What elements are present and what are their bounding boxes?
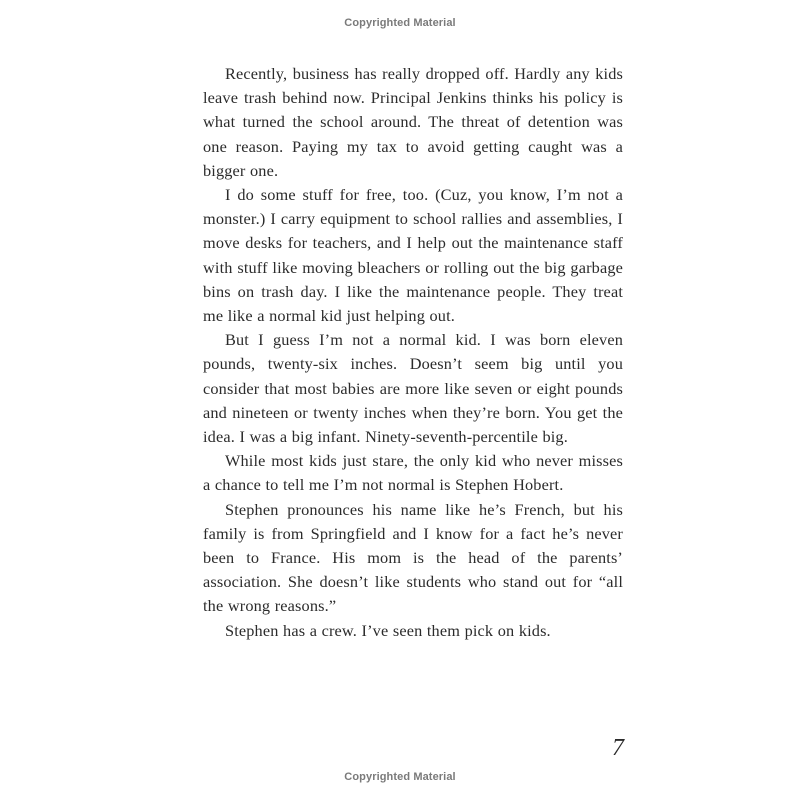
- page-number: 7: [612, 735, 624, 761]
- copyright-watermark-top: Copyrighted Material: [344, 17, 456, 29]
- paragraph: While most kids just stare, the only kid who never misses a chance to tell me I’m not normal is Stephen Hobert.: [203, 451, 623, 495]
- paragraph: Recently, business has really dropped off. Hardly any kids leave trash behind now. Principal Jenkins thinks his policy is what turned the school around. The threat of detention was one reason. Paying my tax to avoid getting caught was a bigger one.: [203, 64, 623, 180]
- copyright-watermark-bottom: Copyrighted Material: [344, 771, 456, 783]
- paragraph: Stephen pronounces his name like he’s French, but his family is from Springfield and I know for a fact he’s never been to France. His mom is the head of the parents’ association. She doesn’t like students who stand out for “all the wrong reasons.”: [203, 499, 623, 616]
- paragraph: Stephen has a crew. I’ve seen them pick on kids.: [225, 620, 551, 640]
- book-page-body: [203, 62, 623, 643]
- paragraph: I do some stuff for free, too. (Cuz, you know, I’m not a monster.) I carry equipment to school rallies and assemblies, I move desks for teachers, and I help out the maintenance staff with stuff like moving bleachers or rolling out the big garbage bins on trash day. I like the maintenance people. They treat me like a normal kid just helping out.: [203, 185, 623, 326]
- paragraph: But I guess I’m not a normal kid. I was born eleven pounds, twenty-six inches. Doesn’t seem big until you consider that most babies are more like seven or eight pounds and nineteen or twenty inches when they’re born. You get the idea. I was a big infant. Ninety-seventh-percentile big.: [203, 330, 623, 447]
